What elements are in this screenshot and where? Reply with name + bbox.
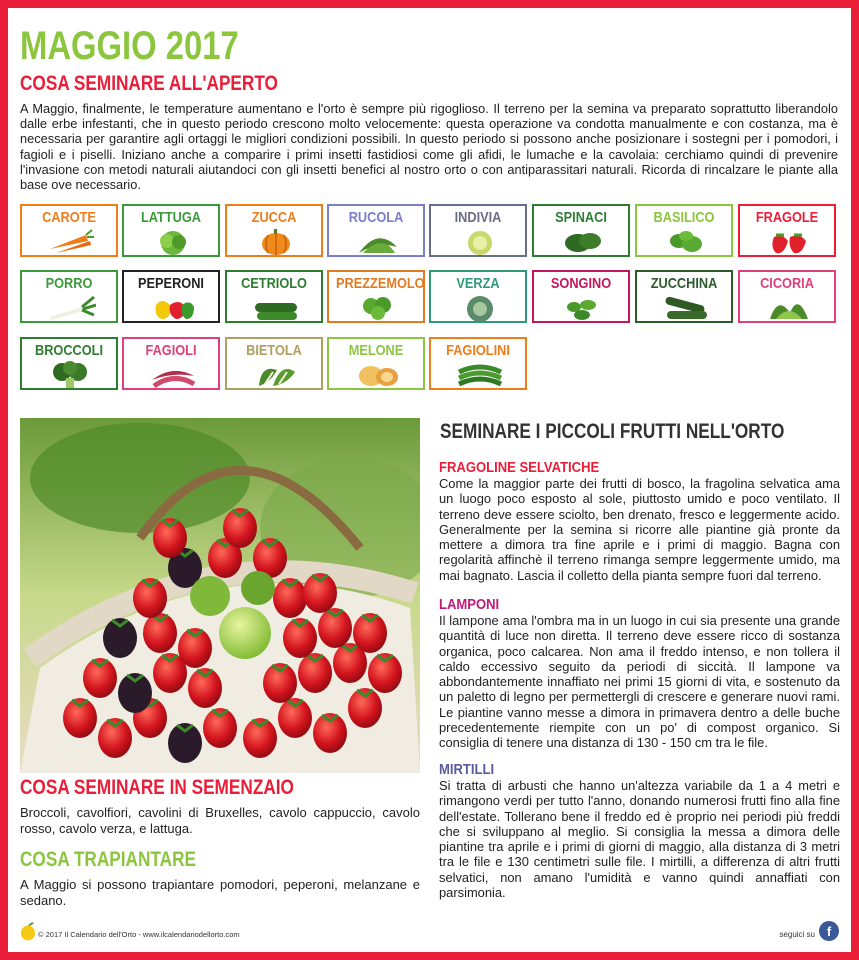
pumpkin-icon	[251, 227, 301, 257]
vegetable-label: BIETOLA	[246, 342, 302, 359]
vegetable-card	[225, 337, 323, 390]
vegetable-card	[429, 337, 527, 390]
strawberry-shape	[63, 698, 97, 738]
vegetable-label: ZUCCHINA	[650, 275, 718, 292]
trapiantare-title: COSA TRAPIANTARE	[20, 848, 197, 871]
piccoli-frutti-title: SEMINARE I PICCOLI FRUTTI NELL'ORTO	[440, 420, 785, 443]
mirtilli-title: MIRTILLI	[439, 762, 495, 778]
vegetable-card	[327, 270, 425, 323]
vegetable-label: BASILICO	[653, 209, 715, 226]
vegetable-label: MELONE	[348, 342, 404, 359]
vegetable-card	[225, 270, 323, 323]
strawberry-shape	[103, 618, 137, 658]
section-title-aperto: COSA SEMINARE ALL'APERTO	[20, 72, 278, 95]
vegetable-label: SONGINO	[550, 275, 612, 292]
vegetable-label: LATTUGA	[141, 209, 201, 226]
chicory-icon	[764, 293, 814, 323]
strawberry-shape	[223, 508, 257, 548]
vegetable-label: INDIVIA	[454, 209, 502, 226]
vegetable-card	[20, 270, 118, 323]
vegetable-card	[122, 337, 220, 390]
vegetable-card	[429, 270, 527, 323]
strawberry-basket-image	[20, 418, 420, 773]
endive-icon	[455, 227, 505, 257]
vegetable-card	[20, 337, 118, 390]
strawberry-shape	[273, 578, 307, 618]
vegetable-card	[327, 204, 425, 257]
strawberry-shape	[318, 608, 352, 648]
beans-icon	[148, 360, 198, 390]
vegetable-label: RUCOLA	[348, 209, 404, 226]
vegetable-label: FRAGOLE	[755, 209, 819, 226]
vegetable-label: SPINACI	[555, 209, 607, 226]
page	[8, 8, 851, 952]
semenzaio-text: Broccoli, cavolfiori, cavolini di Bruxelles, cavolo cappuccio, cavolo rosso, cavolo verza, e lattuga.	[20, 805, 420, 836]
parsley-icon	[353, 293, 403, 323]
vegetable-card	[20, 204, 118, 257]
strawberry-shape	[143, 613, 177, 653]
vegetable-label: ZUCCA	[251, 209, 297, 226]
footer-copyright: © 2017 Il Calendario dell'Orto - www.ilcalendariodellorto.com	[38, 930, 240, 939]
strawberry-shape	[313, 713, 347, 753]
trapiantare-text: A Maggio si possono trapiantare pomodori, peperoni, melanzane e sedano.	[20, 877, 420, 908]
strawberry-shape	[278, 698, 312, 738]
leek-icon	[46, 293, 96, 323]
strawberry-shape	[353, 613, 387, 653]
zucchini-icon	[661, 293, 711, 323]
basil-icon	[661, 227, 711, 257]
strawberry-shape	[98, 718, 132, 758]
strawberry-shape	[133, 578, 167, 618]
strawberry-shape	[283, 618, 317, 658]
lamponi-text: Il lampone ama l'ombra ma in un luogo in cui sia presente una grande quantità di luce non diretta. Il terreno deve essere ricco di sostanza organica, poco calcarea. Non ama il freddo intenso, e non tollera il caldo eccessivo seguito da periodi di siccità. Il lampone va abbondantemente innaffiato nei primi 15 giorni di vita, e sostenuto da un paletto di legno per permettergli di crescere e generare nuovi rami. Le piantine vanno messe a dimora in primavera dentro a delle buche precedentemente riempite con un po' di compost organico. Si consiglia di tenere una distanza di 130 - 150 cm tra le file.	[439, 613, 840, 751]
facebook-icon[interactable]: f	[819, 921, 839, 941]
strawberry-shape	[153, 518, 187, 558]
strawberry-shape	[298, 653, 332, 693]
vegetable-card	[635, 204, 733, 257]
spinach-icon	[558, 227, 608, 257]
strawberry-basket-photo	[20, 418, 420, 773]
vegetable-card	[327, 337, 425, 390]
intro-text: A Maggio, finalmente, le temperature aumentano e l'orto è sempre più rigoglioso. Il terreno per la semina va preparato soprattutto liberandolo dalle erbe infestanti, che in questo periodo crescono molto velocemente: questa operazione va condotta manualmente e con costanza, ma è necessaria per garantire agli ortaggi le migliori condizioni possibili. In questo periodo si possono anche posizionare i sostegni per i pomodori, i fagioli e i piselli. Iniziano anche a comparire i primi insetti fastidiosi come gli afidi, le lumache e la cavolaia: cerchiamo quindi di prevenire l'invasione con metodi naturali aiutandoci con gli insetti benefici al nostro orto o con antiparassitari naturali. Ricorda di rincalzare le piante alla base ove necessario.	[20, 101, 838, 193]
vegetable-label: PORRO	[45, 275, 93, 292]
vegetable-label: PREZZEMOLO	[336, 275, 425, 292]
pepper-icon	[148, 293, 198, 323]
vegetable-card	[225, 204, 323, 257]
vegetable-card	[122, 270, 220, 323]
cucumber-icon	[251, 293, 301, 323]
strawberry-shape	[203, 708, 237, 748]
strawberry-shape	[368, 653, 402, 693]
chard-icon	[251, 360, 301, 390]
melon-icon	[353, 360, 403, 390]
vegetable-label: FAGIOLINI	[446, 342, 510, 359]
vegetable-label: VERZA	[456, 275, 500, 292]
vegetable-label: PEPERONI	[138, 275, 204, 292]
carrot-icon	[46, 227, 96, 257]
lamponi-title: LAMPONI	[439, 597, 500, 613]
strawberry-shape	[263, 663, 297, 703]
strawberry-shape	[83, 658, 117, 698]
vegetable-label: FAGIOLI	[145, 342, 197, 359]
fragoline-title: FRAGOLINE SELVATICHE	[439, 460, 600, 476]
strawberry-shape	[188, 668, 222, 708]
fragoline-text: Come la maggior parte dei frutti di bosco, la fragolina selvatica ama un luogo poco esposto al sole, piuttosto umido e poco ventilato. Il terreno deve essere sciolto, ben drenato, fresco e leggermente acido. Generalmente per la semina si ricorre alle piantine già pronte da mettere a dimora tra fine aprile e i primi di maggio. Bagna con regolarità affinchè il terreno rimanga sempre leggermente umido, ma mai bagnato. Lascia il colletto della pianta sempre fuori dal terreno.	[439, 476, 840, 583]
vegetable-card	[738, 270, 836, 323]
mirtilli-text: Si tratta di arbusti che hanno un'altezza variabile da 1 a 4 metri e rimangono verdi per tutto l'anno, donando numerosi frutti fino alla fine dell'estate. Tollerano bene il freddo ed è proprio nei periodi più freddi che si sviluppano al meglio. Si consiglia la messa a dimora delle piantine tra aprile e i primi di giorni di maggio, alla distanza di 3 metri tra le file e 130 centimetri sulle file. I mirtilli, a differenza di altri frutti selvatici, non amano l'umidità e vanno quindi annaffiati con parsimonia.	[439, 778, 840, 901]
vegetable-card	[429, 204, 527, 257]
cabbage-icon	[455, 293, 505, 323]
lemon-logo-icon	[20, 921, 36, 941]
vegetable-label: CAROTE	[42, 209, 96, 226]
vegetable-label: CICORIA	[760, 275, 814, 292]
green-beans-icon	[455, 360, 505, 390]
vegetable-label: CETRIOLO	[241, 275, 307, 292]
strawberry-shape	[348, 688, 382, 728]
vegetable-card	[122, 204, 220, 257]
strawberry-shape	[303, 573, 337, 613]
lambs-lettuce-icon	[558, 293, 608, 323]
strawberry-shape	[243, 718, 277, 758]
strawberry-shape	[178, 628, 212, 668]
rocket-icon	[353, 227, 403, 257]
strawberry-shape	[118, 673, 152, 713]
strawberry-shape	[168, 723, 202, 763]
vegetable-card	[635, 270, 733, 323]
strawberry-icon	[764, 227, 814, 257]
follow-us-label: seguici su	[779, 930, 815, 939]
vegetable-card	[532, 204, 630, 257]
vegetable-card	[532, 270, 630, 323]
semenzaio-title: COSA SEMINARE IN SEMENZAIO	[20, 776, 294, 799]
broccoli-icon	[46, 360, 96, 390]
vegetable-label: BROCCOLI	[35, 342, 103, 359]
page-title: MAGGIO 2017	[20, 24, 239, 68]
vegetable-card	[738, 204, 836, 257]
lettuce-icon	[148, 227, 198, 257]
